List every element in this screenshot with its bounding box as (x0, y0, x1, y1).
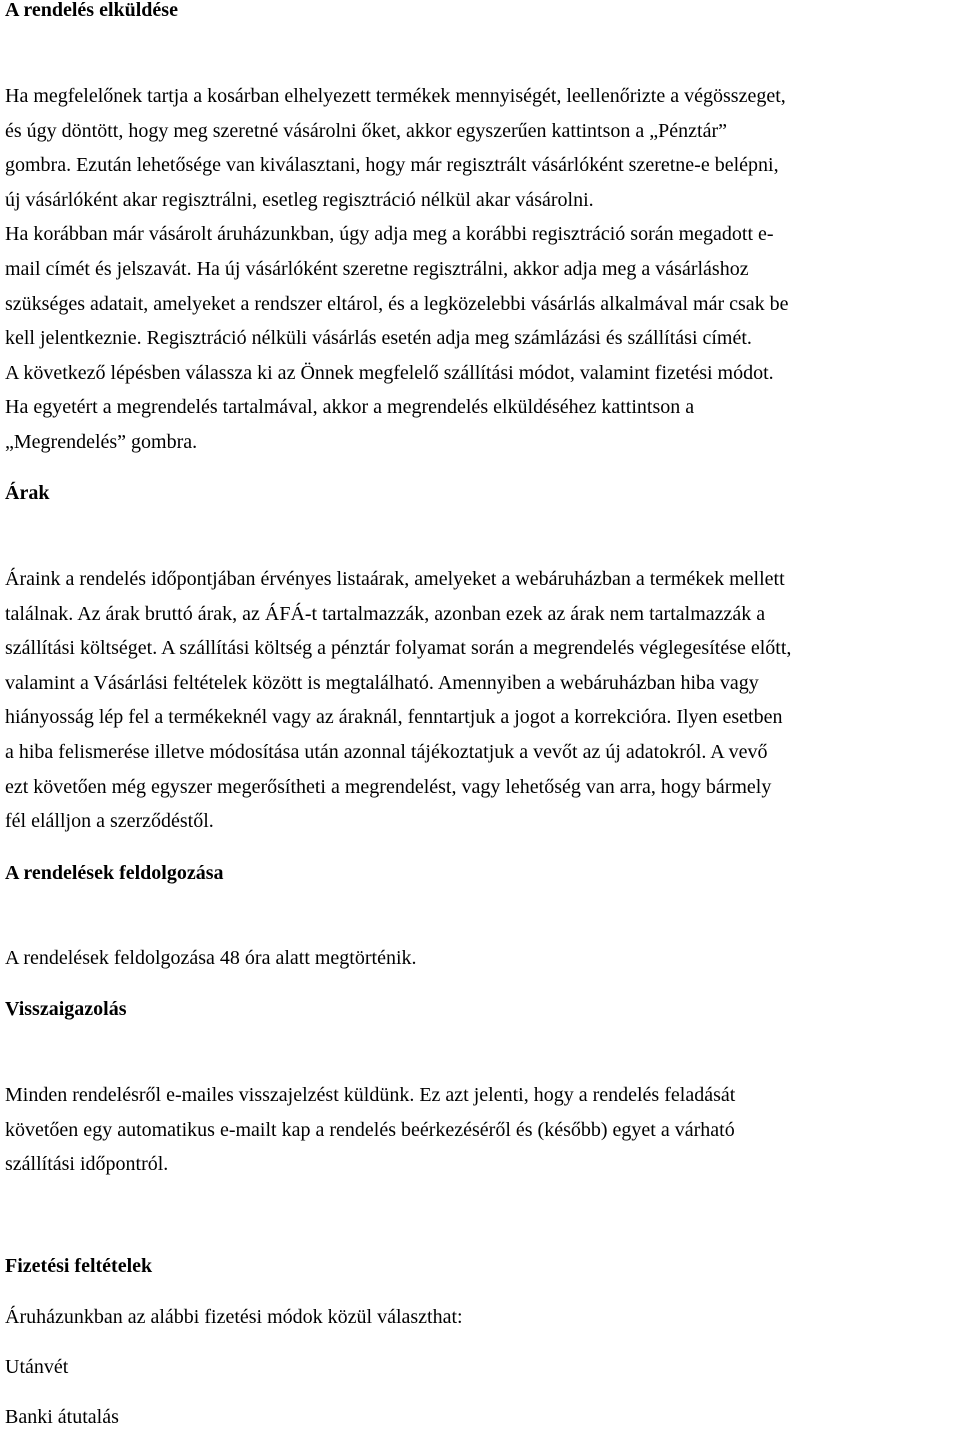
text-line: A rendelések feldolgozása 48 óra alatt megtörténik. (5, 947, 417, 969)
paragraph-prices (5, 562, 957, 839)
text-line: találnak. Az árak bruttó árak, az ÁFÁ-t tartalmazzák, azonban ezek az árak nem tartalmazzák a (5, 602, 766, 625)
section-heading-order-submission: A rendelés elküldése (5, 0, 178, 21)
payment-method-cod (5, 1350, 957, 1385)
text-line: szállítási időpontról. (5, 1153, 169, 1176)
text-line: és úgy döntött, hogy meg szeretné vásárolni őket, akkor egyszerűen kattintson a „Pénztár” (5, 119, 727, 142)
text-line: új vásárlóként akar regisztrálni, esetleg regisztráció nélkül akar vásárolni. (5, 188, 594, 211)
section-heading-confirmation: Visszaigazolás (5, 998, 127, 1020)
text-line: A következő lépésben válassza ki az Önnek megfelelő szállítási módot, valamint fizetési módot. (5, 361, 774, 384)
text-line: Áraink a rendelés időpontjában érvényes listaárak, amelyeket a webáruházban a termékek mellett (5, 568, 785, 590)
text-line: Minden rendelésről e-mailes visszajelzést küldünk. Ez azt jelenti, hogy a rendelés feladását (5, 1084, 736, 1106)
text-line: Ha egyetért a megrendelés tartalmával, akkor a megrendelés elküldéséhez kattintson a (5, 396, 695, 419)
text-line: „Megrendelés” gombra. (5, 430, 198, 453)
paragraph-confirmation (5, 1078, 957, 1182)
text-line: kell jelentkeznie. Regisztráció nélküli vásárlás esetén adja meg számlázási és szállítási címét. (5, 327, 752, 350)
section-heading-prices: Árak (5, 482, 50, 504)
text-line: Utánvét (5, 1356, 69, 1378)
paragraph-order-submission (5, 79, 957, 460)
text-line: Ha megfelelőnek tartja a kosárban elhelyezett termékek mennyiségét, leellenőrizte a végösszeget, (5, 85, 786, 107)
text-line: követően egy automatikus e-mailt kap a rendelés beérkezéséről és (később) egyet a várható (5, 1118, 735, 1141)
paragraph-order-processing (5, 941, 957, 976)
text-line: hiányosság lép fel a termékeknél vagy az áraknál, fenntartjuk a jogot a korrekcióra. Ilyen esetben (5, 706, 783, 729)
section-heading-payment-terms: Fizetési feltételek (5, 1255, 153, 1277)
text-line: Áruházunkban az alábbi fizetési módok közül választhat: (5, 1306, 463, 1328)
payment-method-bank-transfer (5, 1400, 957, 1435)
section-heading-order-processing: A rendelések feldolgozása (5, 862, 224, 884)
text-line: szállítási költséget. A szállítási költség a pénztár folyamat során a megrendelés véglegesítése előtt, (5, 637, 792, 660)
text-line: ezt követően még egyszer megerősítheti a megrendelést, vagy lehetőség van arra, hogy bármely (5, 775, 772, 798)
paragraph-payment-intro (5, 1300, 957, 1335)
text-line: Ha korábban már vásárolt áruházunkban, úgy adja meg a korábbi regisztráció során megadott e- (5, 223, 774, 246)
text-line: Banki átutalás (5, 1406, 119, 1428)
text-line: szükséges adatait, amelyeket a rendszer eltárol, és a legközelebbi vásárlás alkalmával már csak be (5, 292, 789, 315)
text-line: mail címét és jelszavát. Ha új vásárlóként szeretne regisztrálni, akkor adja meg a vásárláshoz (5, 257, 749, 280)
text-line: fél elálljon a szerződéstől. (5, 810, 214, 833)
text-line: gombra. Ezután lehetősége van kiválasztani, hogy már regisztrált vásárlóként szeretne-e belépni, (5, 154, 779, 177)
text-line: valamint a Vásárlási feltételek között is megtalálható. Amennyiben a webáruházban hiba vagy (5, 671, 759, 694)
text-line: a hiba felismerése illetve módosítása után azonnal tájékoztatjuk a vevőt az új adatokról. A vevő (5, 740, 768, 763)
